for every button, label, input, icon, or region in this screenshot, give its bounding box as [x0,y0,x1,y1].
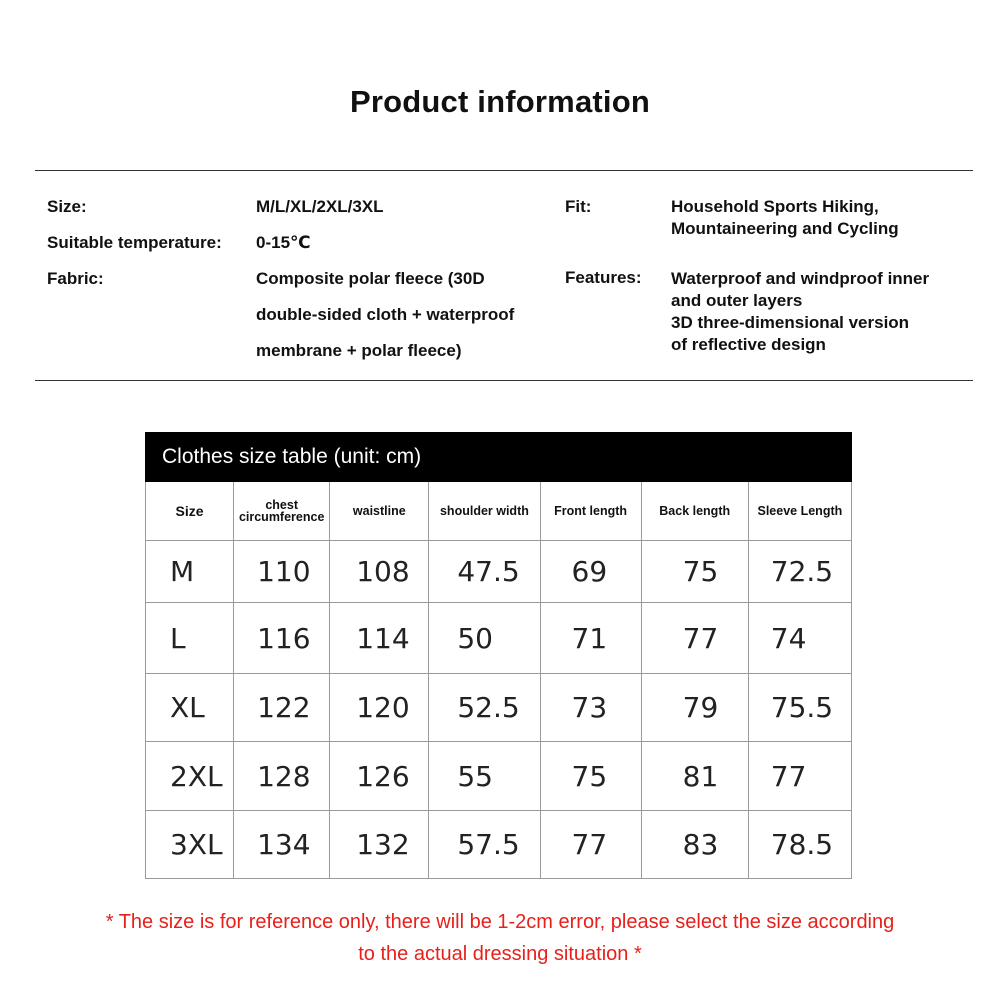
table-cell: 57.5 [429,811,540,879]
table-cell: M [146,541,234,603]
disclaimer-line: to the actual dressing situation * [358,943,642,965]
fabric-line: Composite polar fleece (30D [256,269,485,288]
table-cell: 75 [641,541,748,603]
temperature-label: Suitable temperature: [47,233,222,252]
table-cell: 47.5 [429,541,540,603]
fit-label: Fit: [565,197,592,216]
bottom-divider [35,380,973,381]
size-table-caption: Clothes size table (unit: cm) [146,433,852,482]
table-cell: 126 [330,742,429,811]
table-row [146,674,852,742]
fabric-line: double-sided cloth + waterproof [256,305,515,324]
size-disclaimer [0,906,1000,970]
table-cell: 52.5 [429,674,540,742]
column-header-chest: chest circumference [234,482,330,541]
size-table [145,432,852,879]
fit-line: Mountaineering and Cycling [671,219,899,238]
size-value: M/L/XL/2XL/3XL [256,197,384,216]
table-cell: 128 [234,742,330,811]
fit-line: Household Sports Hiking, [671,197,879,216]
table-cell: 110 [234,541,330,603]
size-label: Size: [47,197,87,216]
table-cell: 69 [540,541,641,603]
page-title: Product information [349,84,650,119]
column-header-front-length: Front length [540,482,641,541]
features-line: and outer layers [671,291,803,310]
table-cell: XL [146,674,234,742]
table-cell: 114 [330,603,429,674]
table-row [146,811,852,879]
table-cell: 75 [540,742,641,811]
table-cell: L [146,603,234,674]
table-cell: 134 [234,811,330,879]
features-label: Features: [565,268,642,287]
table-cell: 2XL [146,742,234,811]
table-cell: 120 [330,674,429,742]
features-line: of reflective design [671,335,826,354]
column-header-sleeve-length: Sleeve Length [748,482,851,541]
features-line: 3D three-dimensional version [671,313,910,332]
table-cell: 77 [748,742,851,811]
top-divider [35,170,973,171]
table-cell: 72.5 [748,541,851,603]
table-cell: 77 [540,811,641,879]
column-header-back-length: Back length [641,482,748,541]
table-row [146,742,852,811]
table-row [146,541,852,603]
features-line: Waterproof and windproof inner [671,269,930,288]
column-header-waistline: waistline [330,482,429,541]
table-cell: 77 [641,603,748,674]
temperature-value: 0-15℃ [256,233,311,252]
table-cell: 71 [540,603,641,674]
column-header-shoulder: shoulder width [429,482,540,541]
table-cell: 74 [748,603,851,674]
disclaimer-line: * The size is for reference only, there will be 1-2cm error, please select the size according [105,911,895,933]
table-cell: 79 [641,674,748,742]
features-value [671,268,929,356]
fabric-line: membrane + polar fleece) [256,341,462,360]
table-cell: 55 [429,742,540,811]
table-cell: 83 [641,811,748,879]
column-header-size: Size [146,482,234,541]
fabric-value [256,261,514,369]
fit-value [671,196,899,240]
table-cell: 3XL [146,811,234,879]
fabric-label: Fabric: [47,269,104,288]
table-cell: 108 [330,541,429,603]
size-table-header-row [146,482,852,541]
table-cell: 116 [234,603,330,674]
table-cell: 73 [540,674,641,742]
table-row [146,603,852,674]
table-cell: 132 [330,811,429,879]
table-cell: 81 [641,742,748,811]
table-cell: 78.5 [748,811,851,879]
table-cell: 122 [234,674,330,742]
table-cell: 75.5 [748,674,851,742]
table-cell: 50 [429,603,540,674]
